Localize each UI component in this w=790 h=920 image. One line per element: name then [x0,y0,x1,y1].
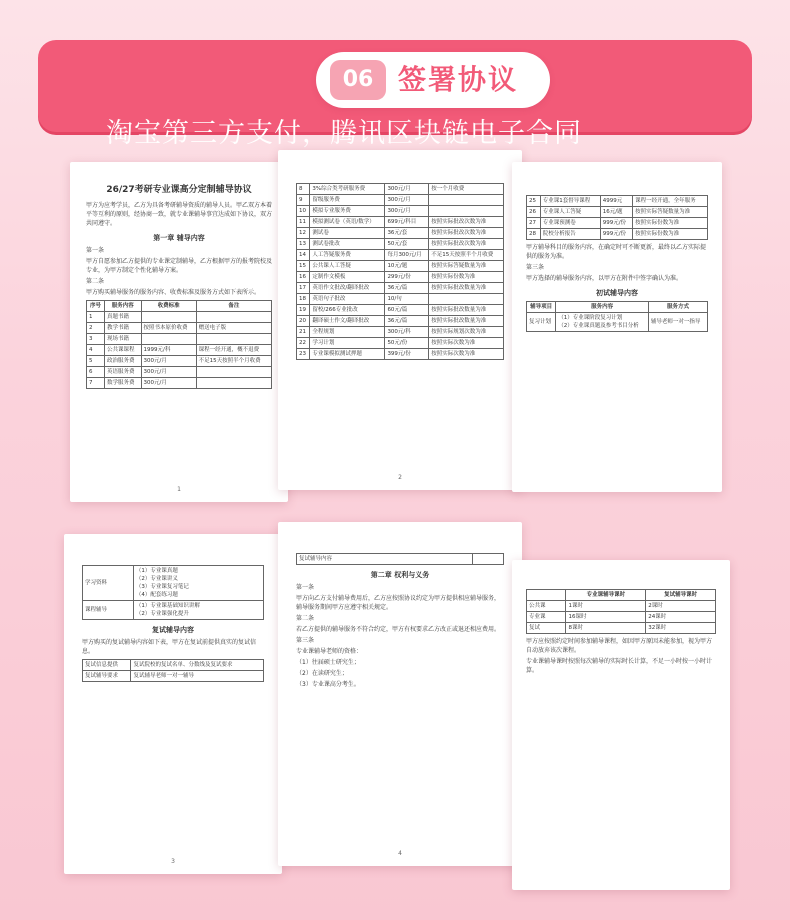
table-row: 复试辅导内容 [297,554,504,565]
fee-table [86,300,272,389]
page-number: 2 [398,474,402,481]
chapter-heading: 第二章 权利与义务 [370,571,430,579]
article-text: 专业课辅导老师的资格： [296,648,363,655]
paragraph: 甲方应按照约定时间参加辅导课程，如因甲方原因未能参加，视为甲方自动放弃该次课程。 [526,638,713,654]
article-text: 甲方向乙方支付辅导费用后，乙方应按照协议约定为甲方提供相应辅导服务，辅导服务期间甲方应遵守相关规定。 [296,595,501,611]
table-row: 15 公共课人工答疑 10元/题 按照实际答疑数量为准 [297,261,504,272]
hours-table [526,589,716,634]
paragraph: 甲方辅导科目的服务内容，在确定时可不断更新，最终以乙方实际提供的服务为准。 [526,244,707,260]
table-row: 22 学习计划 50元/份 按照实际次数为准 [297,338,504,349]
paragraph: 专业课辅导课时按照每次辅导的实际时长计算，不足一小时按一小时计算。 [526,658,713,674]
table-row: 25 专业课1套督导课程 4999元 课程一经开通，全年服务 [527,196,708,207]
subtable-title: 初试辅导内容 [596,289,638,297]
table-row: 2 教学书籍 按照书本原价收费 赠送电子版 [87,323,272,334]
table-row: 17 英语作文批改/翻译批改 36元/篇 按照实际批改数量为准 [297,283,504,294]
table-header [527,590,566,601]
agreement-intro: 甲方为应考学员，乙方为具备考研辅导资质的辅导人员。甲乙双方本着平等互利的原则，经协商一致，就专业课辅导事宜达成如下协议，双方共同遵守。 [86,202,273,227]
table-row: 4 公共课课程 1999元/科 课程一经开通，概不退费 [87,345,272,356]
article-label: 第三条 [526,264,545,271]
table-row: 12 测试卷 36元/套 按照实际批改次数为准 [297,228,504,239]
table-header: 服务方式 [648,302,707,313]
section-title: 签署协议 [398,63,519,96]
table-row: 课程辅导 （1）专业课基础知识讲解 （2）专业课强化提升 [83,601,264,620]
table-row: 23 专业课模拟测试押题 399元/份 按照实际次数为准 [297,349,504,360]
table-row: 28 院校分析报告 999元/份 按照实际份数为准 [527,229,708,240]
article-label: 第一条 [296,584,315,591]
table-row: 16 定制作文模板 299元/份 按照实际份数为准 [297,272,504,283]
article-text: 甲方自愿参加乙方提供的专业课定制辅导，乙方根据甲方的报考院校及专业，为甲方制定个性化辅导方案。 [86,258,273,274]
header-banner [38,40,752,149]
table-row: 1 真题书籍 [87,312,272,323]
content-table [82,565,264,620]
table-header: 专业课辅导课时 [566,590,646,601]
table-row: 9 留级服务费 300元/月 [297,195,504,206]
table-header: 复试辅导课时 [646,590,716,601]
section-number-badge: 06 [330,60,386,100]
section-subtitle: 淘宝第三方支付，腾讯区块链电子合同 [106,118,582,149]
table-row: 公共课 1课时 2课时 [527,601,716,612]
table-row: 21 全程规划 300元/科 按照实际规划次数为准 [297,327,504,338]
chapter-heading: 第一章 辅导内容 [153,234,205,242]
table-row: 复试 8课时 32课时 [527,623,716,634]
table-row: 复试辅导要求 复试辅导老师一对一辅导 [83,671,264,682]
fee-table [526,195,708,240]
agreement-page-5 [278,522,522,866]
table-row: 专业课 16课时 24课时 [527,612,716,623]
table-row: 学习资料 （1）专业课真题 （2）专业课讲义 （3）专业课复习笔记 （4）配套练习题 [83,566,264,601]
fee-table [296,183,504,360]
agreement-page-6 [512,560,730,890]
page-number: 3 [171,858,175,865]
article-label: 第二条 [86,278,105,285]
table-row: 5 政治服务费 300元/月 不足15天按照半个月收费 [87,356,272,367]
list-item: （3）专业课高分考生。 [296,681,360,688]
article-label: 第一条 [86,247,105,254]
table-header: 辅导项目 [527,302,556,313]
table-row: 7 数学服务费 300元/月 [87,378,272,389]
table-header: 备注 [196,301,271,312]
article-label: 第三条 [296,637,315,644]
table-row: 复试信息提供 复试院校的复试名单、分数线及复试要求 [83,660,264,671]
service-table [526,301,708,332]
agreement-title: 26/27考研专业课高分定制辅导协议 [106,185,252,195]
table-row: 26 专业课人工答疑 16元/题 按照实际答疑数量为准 [527,207,708,218]
paragraph: 甲方选择的辅导服务内容，以甲方在附件中签字确认为准。 [526,275,683,282]
article-label: 第二条 [296,615,315,622]
agreement-page-1 [70,162,288,502]
section-heading: 复试辅导内容 [152,626,194,634]
article-text: 若乙方提供的辅导服务不符合约定，甲方有权要求乙方改正或退还相应费用。 [296,626,501,633]
table-header: 序号 [87,301,105,312]
table-row: 复习计划 （1）专业课阶段复习计划 （2）专业课真题及参考书目分析 辅导老师一对一指导 [527,313,708,332]
page-number: 4 [398,850,402,857]
content-table [82,659,264,682]
table-header: 服务内容 [556,302,649,313]
table-header: 服务内容 [105,301,142,312]
table-row: 8 3%综合类考研服务费 300元/月 按一个月收费 [297,184,504,195]
table-row: 3 现场书籍 [87,334,272,345]
list-item: （2）在读研究生； [296,670,348,677]
table-row: 20 翻译硕士作文/翻译批改 36元/篇 按照实际批改数量为准 [297,316,504,327]
table-row: 27 专业课预测卷 999元/份 按照实际份数为准 [527,218,708,229]
agreement-page-2 [278,150,522,490]
table-row: 14 人工答疑服务费 每月300元/月 不足15天按照半个月收费 [297,250,504,261]
table-row: 18 英语句子批改 10/句 [297,294,504,305]
table-row: 11 模拟测试卷（英语/数学） 699元/科目 按照实际批改次数为准 [297,217,504,228]
list-item: （1）往届硕士研究生； [296,659,360,666]
table-header: 收费标准 [141,301,196,312]
table-row: 13 测试卷批改 50元/套 按照实际批改次数为准 [297,239,504,250]
content-table [296,553,504,565]
article-text: 甲方购买辅导服务的服务内容、收费标准及服务方式如下表所示。 [86,289,261,296]
page-number: 1 [177,486,181,493]
agreement-page-3 [512,162,722,492]
paragraph: 甲方购买的复试辅导内容如下表，甲方在复试前提供真实的复试信息。 [82,639,257,655]
table-row: 19 留校/266专业批改 60元/篇 按照实际批改数量为准 [297,305,504,316]
table-row: 10 模拟专业服务费 300元/月 [297,206,504,217]
table-row: 6 英语服务费 300元/月 [87,367,272,378]
agreement-page-4 [64,534,282,874]
